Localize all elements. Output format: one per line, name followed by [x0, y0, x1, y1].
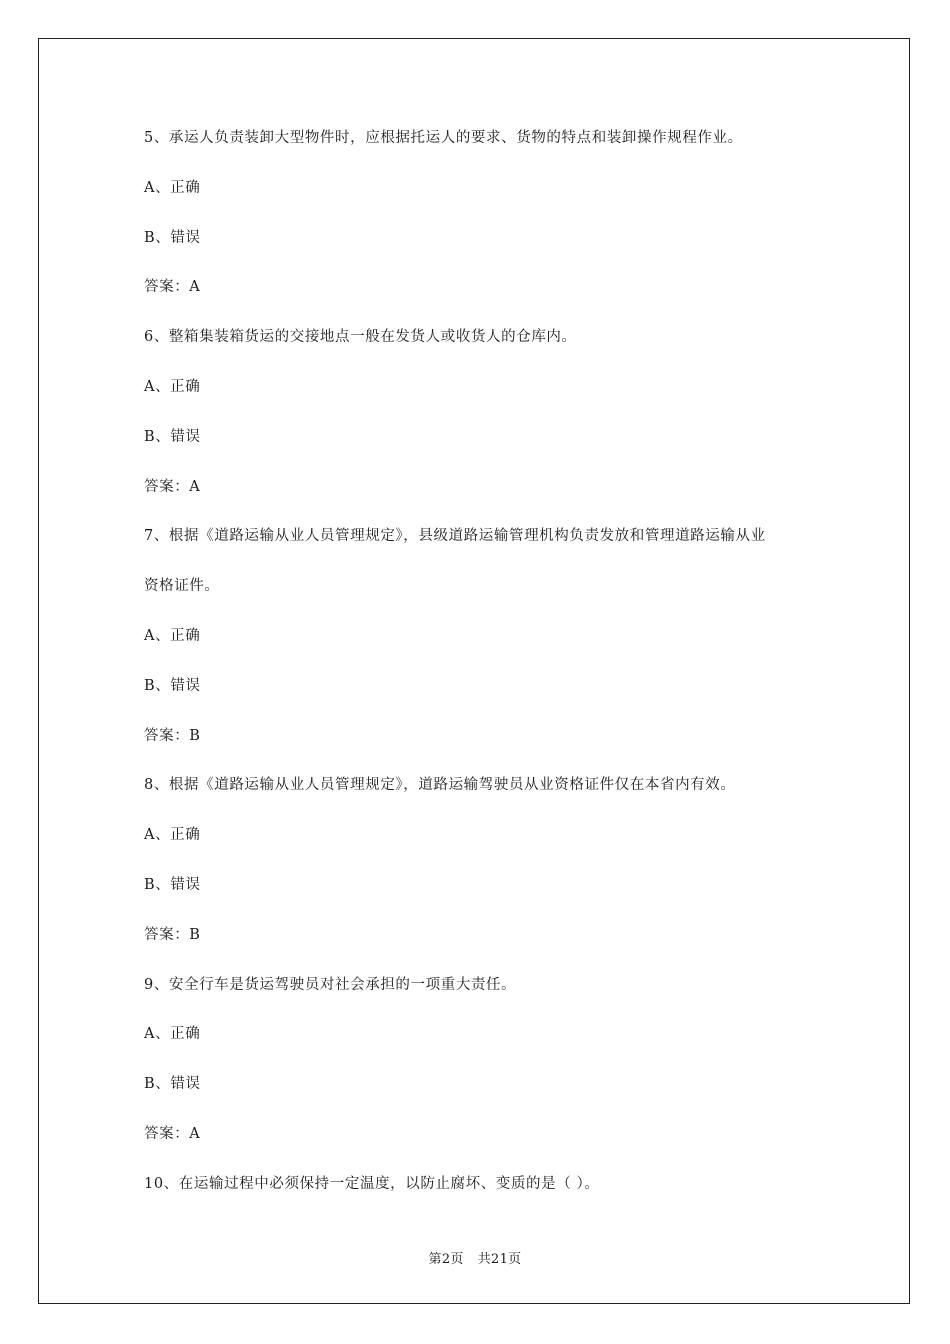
question-7-text-cont: 资格证件。: [144, 578, 220, 595]
question-9-option-b: B、错误: [144, 1076, 201, 1093]
question-5-option-a: A、正确: [144, 179, 201, 196]
question-7-option-b: B、错误: [144, 677, 201, 694]
question-9-text: 9、安全行车是货运驾驶员对社会承担的一项重大责任。: [144, 976, 517, 993]
question-6-answer: 答案：A: [144, 478, 201, 495]
page-footer: [0, 1248, 950, 1267]
question-6-option-a: A、正确: [144, 378, 201, 395]
question-8-option-a: A、正确: [144, 827, 201, 844]
question-8-text: 8、根据《道路运输从业人员管理规定》，道路运输驾驶员从业资格证件仅在本省内有效。: [144, 777, 736, 794]
question-7-answer: 答案：B: [144, 727, 201, 744]
question-9-option-a: A、正确: [144, 1026, 201, 1043]
question-10-text: 10、在运输过程中必须保持一定温度，以防止腐坏、变质的是（ ）。: [144, 1175, 600, 1192]
page-total: 共21页: [477, 1252, 522, 1267]
question-9-answer: 答案：A: [144, 1125, 201, 1142]
question-8-answer: 答案：B: [144, 926, 201, 943]
question-list: [144, 126, 844, 1222]
question-7-text: 7、根据《道路运输从业人员管理规定》，县级道路运输管理机构负责发放和管理道路运输从业: [144, 528, 766, 545]
page-number: 第2页: [428, 1252, 464, 1267]
question-8-option-b: B、错误: [144, 876, 201, 893]
question-5-text: 5、承运人负责装卸大型物件时，应根据托运人的要求、货物的特点和装卸操作规程作业。: [144, 130, 743, 146]
question-7-option-a: A、正确: [144, 627, 201, 644]
question-6-option-b: B、错误: [144, 428, 201, 445]
question-5-option-b: B、错误: [144, 229, 201, 246]
question-5-answer: 答案：A: [144, 279, 201, 296]
question-6-text: 6、整箱集装箱货运的交接地点一般在发货人或收货人的仓库内。: [144, 329, 577, 346]
